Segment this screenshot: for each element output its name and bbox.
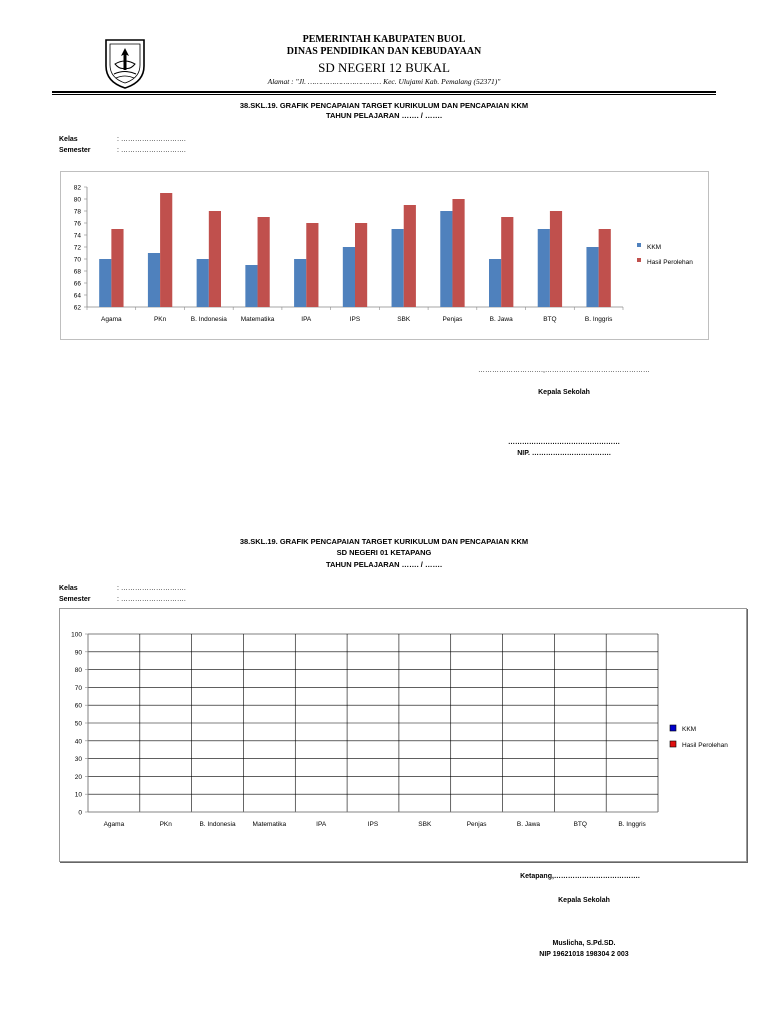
report2-title-line2: SD NEGERI 01 KETAPANG (336, 548, 432, 557)
report2-kelas-value: : ………………………. (117, 585, 186, 592)
x-category-label: Matematika (240, 316, 275, 323)
bar-kkm (392, 229, 404, 307)
report1-title-line1: 38.SKL.19. GRAFIK PENCAPAIAN TARGET KURIKULUM DAN PENCAPAIAN KKM (239, 101, 529, 110)
legend-swatch-hasil (637, 258, 641, 262)
report1-kelas-label: Kelas (59, 136, 78, 143)
report2-signer-name: Muslicha, S.Pd.SD. (552, 940, 616, 947)
report2-title-line3: TAHUN PELAJARAN ……. / ……. (325, 560, 443, 569)
bar-kkm (99, 259, 111, 307)
legend-label-hasil: Hasil Perolehan (682, 742, 728, 749)
report1-title-line2: TAHUN PELAJARAN ……. / ……. (325, 111, 443, 120)
report2-kelas-label: Kelas (59, 585, 78, 592)
x-category-label: SBK (397, 316, 411, 323)
x-category-label: IPA (301, 316, 312, 323)
letterhead-line2: DINAS PENDIDIKAN DAN KEBUDAYAAN (286, 46, 482, 57)
y-tick-label: 82 (73, 184, 81, 192)
report2-kepala-label: Kepala Sekolah (558, 897, 610, 904)
x-category-label: B. Inggris (618, 821, 646, 828)
x-category-label: Penjas (442, 316, 463, 323)
y-tick-label: 80 (74, 667, 82, 675)
bar-hasil (550, 211, 562, 307)
x-category-label: Agama (103, 821, 125, 828)
x-category-label: PKn (153, 316, 167, 323)
report1-place-date: ……………………….,……………………………………… (478, 367, 650, 374)
bar-hasil (111, 229, 123, 307)
bar-hasil (452, 199, 464, 307)
y-tick-label: 50 (74, 720, 82, 728)
legend-swatch-kkm (670, 725, 676, 731)
y-tick-label: 78 (73, 208, 81, 216)
x-category-label: BTQ (543, 316, 557, 323)
y-tick-label: 90 (74, 649, 82, 657)
bar-kkm (538, 229, 550, 307)
bar-kkm (294, 259, 306, 307)
y-tick-label: 0 (78, 809, 82, 817)
y-tick-label: 76 (73, 220, 81, 228)
legend-label-hasil: Hasil Perolehan (647, 259, 693, 266)
y-tick-label: 100 (71, 631, 82, 639)
x-category-label: SBK (418, 821, 432, 828)
bar-hasil (355, 223, 367, 307)
legend-label-kkm: KKM (682, 726, 697, 733)
report2-semester-label: Semester (59, 596, 91, 603)
bar-hasil (501, 217, 513, 307)
bar-hasil (160, 193, 172, 307)
report2-chart-frame (59, 608, 747, 862)
x-category-label: PKn (159, 821, 172, 828)
y-tick-label: 68 (73, 268, 81, 276)
bar-kkm (440, 211, 452, 307)
x-category-label: IPS (349, 316, 361, 323)
x-category-label: B. Indonesia (199, 821, 236, 828)
y-tick-label: 72 (73, 244, 81, 252)
bar-hasil (209, 211, 221, 307)
x-category-label: BTQ (573, 821, 587, 828)
x-category-label: B. Indonesia (190, 316, 227, 323)
y-tick-label: 30 (74, 756, 82, 764)
bar-kkm (489, 259, 501, 307)
x-category-label: Matematika (252, 821, 287, 828)
x-category-label: Penjas (466, 821, 487, 828)
report2-bar-chart (60, 609, 746, 861)
bar-kkm (245, 265, 257, 307)
report2-signer-nip: NIP 19621018 198304 2 003 (539, 951, 629, 958)
report2-semester-value: : ………………………. (117, 596, 186, 603)
y-tick-label: 40 (74, 738, 82, 746)
bar-kkm (197, 259, 209, 307)
school-name: SD NEGERI 12 BUKAL (318, 60, 450, 75)
school-address: Alamat : "Jl. …………………………… Kec. Ulujami Kab. Pemalang (52371)" (267, 77, 501, 86)
report1-bar-chart (61, 172, 708, 339)
y-tick-label: 80 (73, 196, 81, 204)
y-tick-label: 62 (73, 304, 81, 312)
y-tick-label: 60 (74, 702, 82, 710)
y-tick-label: 70 (73, 256, 81, 264)
bar-hasil (306, 223, 318, 307)
letterhead-line1: PEMERINTAH KABUPATEN BUOL (302, 34, 466, 45)
report1-chart-frame (60, 171, 709, 340)
bar-hasil (404, 205, 416, 307)
bar-kkm (586, 247, 598, 307)
bar-hasil (258, 217, 270, 307)
y-tick-label: 70 (74, 684, 82, 692)
x-category-label: IPS (367, 821, 379, 828)
legend-label-kkm: KKM (647, 244, 662, 251)
x-category-label: B. Jawa (489, 316, 513, 323)
bar-kkm (343, 247, 355, 307)
bar-hasil (599, 229, 611, 307)
y-tick-label: 66 (73, 280, 81, 288)
x-category-label: B. Inggris (584, 316, 613, 323)
bar-kkm (148, 253, 160, 307)
y-tick-label: 74 (73, 232, 81, 240)
report1-semester-label: Semester (59, 147, 91, 154)
report1-kepala-label: Kepala Sekolah (538, 389, 590, 396)
report1-nip-line: NIP. ……………………………. (517, 450, 611, 457)
report1-semester-value: : ………………………. (117, 147, 186, 154)
legend-swatch-kkm (637, 243, 641, 247)
report1-kelas-value: : ………………………. (117, 136, 186, 143)
report1-name-line: ………………………………………… (508, 439, 620, 446)
legend-swatch-hasil (670, 741, 676, 747)
y-tick-label: 10 (74, 791, 82, 799)
letterhead-divider (52, 91, 716, 95)
y-tick-label: 20 (74, 773, 82, 781)
x-category-label: IPA (316, 821, 327, 828)
x-category-label: B. Jawa (516, 821, 541, 828)
x-category-label: Agama (101, 316, 122, 323)
report2-place-date: Ketapang,………………………………. (520, 873, 640, 880)
report2-title-line1: 38.SKL.19. GRAFIK PENCAPAIAN TARGET KURIKULUM DAN PENCAPAIAN KKM (239, 537, 529, 546)
y-tick-label: 64 (73, 292, 81, 300)
